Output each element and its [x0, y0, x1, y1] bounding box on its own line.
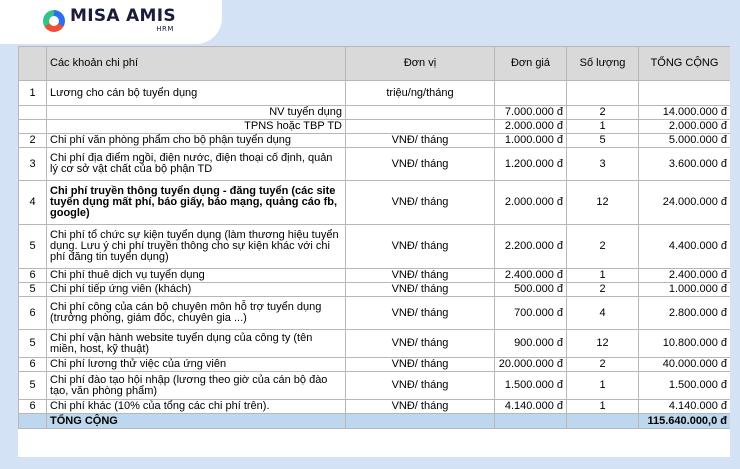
row-unit: VNĐ/ tháng — [346, 358, 495, 372]
table-row — [19, 330, 731, 358]
row-unit: VNĐ/ tháng — [346, 297, 495, 330]
row-unit — [346, 120, 495, 134]
row-price: 900.000 đ — [495, 330, 567, 358]
table-row — [19, 269, 731, 283]
row-quantity: 4 — [567, 297, 639, 330]
row-quantity: 1 — [567, 372, 639, 400]
row-total: 10.800.000 đ — [639, 330, 731, 358]
table-row — [19, 106, 731, 120]
row-number: 5 — [19, 283, 47, 297]
row-price: 500.000 đ — [495, 283, 567, 297]
row-price: 20.000.000 đ — [495, 358, 567, 372]
row-quantity: 2 — [567, 283, 639, 297]
header-total: TỔNG CỘNG — [639, 47, 731, 81]
row-expense: Chi phí văn phòng phẩm cho bộ phận tuyển dụng — [47, 134, 346, 148]
row-unit — [346, 106, 495, 120]
row-expense: Lương cho cán bộ tuyển dụng — [47, 81, 346, 106]
row-total — [639, 81, 731, 106]
row-unit: VNĐ/ tháng — [346, 148, 495, 181]
row-unit: VNĐ/ tháng — [346, 283, 495, 297]
row-total: 5.000.000 đ — [639, 134, 731, 148]
row-unit: VNĐ/ tháng — [346, 181, 495, 225]
row-price: 2.000.000 đ — [495, 120, 567, 134]
table-row — [19, 134, 731, 148]
row-expense: Chi phí công của cán bộ chuyên môn hỗ trợ tuyển dụng (trưởng phòng, giám đốc, chuyên gia ...) — [47, 297, 346, 330]
brand-sub: HRM — [156, 25, 174, 33]
row-total: 2.000.000 đ — [639, 120, 731, 134]
table-body — [19, 81, 731, 429]
row-total: 3.600.000 đ — [639, 148, 731, 181]
row-expense: Chi phí tổ chức sự kiện tuyển dụng (làm thương hiệu tuyển dụng. Lưu ý chi phí truyền thông cho sự kiện khác với chi phí đăng tin tuyển dụng) — [47, 225, 346, 269]
brand-name: MISA AMIS — [70, 6, 176, 26]
row-total: 24.000.000 đ — [639, 181, 731, 225]
row-price: 1.000.000 đ — [495, 134, 567, 148]
row-quantity: 12 — [567, 181, 639, 225]
brand-logo — [43, 8, 176, 33]
row-number: 5 — [19, 225, 47, 269]
row-total: 14.000.000 đ — [639, 106, 731, 120]
row-number: 6 — [19, 297, 47, 330]
row-unit: VNĐ/ tháng — [346, 134, 495, 148]
row-price: 700.000 đ — [495, 297, 567, 330]
row-expense: Chi phí vận hành website tuyển dụng của công ty (tên miền, host, kỹ thuật) — [47, 330, 346, 358]
row-expense: Chi phí lương thử việc của ứng viên — [47, 358, 346, 372]
logo-tab — [0, 0, 222, 44]
row-total: 1.500.000 đ — [639, 372, 731, 400]
row-quantity: 2 — [567, 106, 639, 120]
row-number: 5 — [19, 372, 47, 400]
table-row — [19, 297, 731, 330]
row-unit: VNĐ/ tháng — [346, 400, 495, 414]
row-number: 3 — [19, 148, 47, 181]
row-total: 40.000.000 đ — [639, 358, 731, 372]
row-quantity: 1 — [567, 400, 639, 414]
total-label: TỔNG CỘNG — [47, 414, 346, 429]
row-expense: Chi phí tiếp ứng viên (khách) — [47, 283, 346, 297]
table-row — [19, 81, 731, 106]
row-number: 4 — [19, 181, 47, 225]
row-unit: VNĐ/ tháng — [346, 372, 495, 400]
table-row — [19, 400, 731, 414]
row-number: 5 — [19, 330, 47, 358]
table-row — [19, 225, 731, 269]
row-quantity: 2 — [567, 358, 639, 372]
row-total: 1.000.000 đ — [639, 283, 731, 297]
row-number: 6 — [19, 269, 47, 283]
row-unit: VNĐ/ tháng — [346, 225, 495, 269]
row-price: 4.140.000 đ — [495, 400, 567, 414]
header-no — [19, 47, 47, 81]
row-quantity: 12 — [567, 330, 639, 358]
total-value: 115.640.000,0 đ — [639, 414, 731, 429]
table-row — [19, 148, 731, 181]
row-price: 1.500.000 đ — [495, 372, 567, 400]
row-total: 2.800.000 đ — [639, 297, 731, 330]
row-price: 2.200.000 đ — [495, 225, 567, 269]
row-total: 4.140.000 đ — [639, 400, 731, 414]
cost-table — [18, 46, 730, 429]
row-quantity: 1 — [567, 269, 639, 283]
header-price: Đơn giá — [495, 47, 567, 81]
row-unit: triệu/ng/tháng — [346, 81, 495, 106]
row-unit: VNĐ/ tháng — [346, 330, 495, 358]
row-expense: Chi phí thuê dịch vụ tuyển dụng — [47, 269, 346, 283]
header-unit: Đơn vị — [346, 47, 495, 81]
row-quantity: 1 — [567, 120, 639, 134]
row-number: 2 — [19, 134, 47, 148]
row-quantity: 5 — [567, 134, 639, 148]
row-total: 2.400.000 đ — [639, 269, 731, 283]
spreadsheet — [18, 46, 730, 457]
row-expense: Chi phí truyền thông tuyển dụng - đăng tuyển (các site tuyển dụng mất phí, báo giấy, báo mạng, quảng cáo fb, google) — [47, 181, 346, 225]
row-quantity: 2 — [567, 225, 639, 269]
row-unit: VNĐ/ tháng — [346, 269, 495, 283]
row-expense: Chi phí địa điểm ngồi, điện nước, điện thoại cố định, quản lý cơ sở vật chất của bộ phận TD — [47, 148, 346, 181]
misa-logo-icon — [43, 10, 65, 32]
row-price — [495, 81, 567, 106]
row-number — [19, 120, 47, 134]
header-quantity: Số lượng — [567, 47, 639, 81]
row-price: 1.200.000 đ — [495, 148, 567, 181]
table-row — [19, 283, 731, 297]
row-price: 2.000.000 đ — [495, 181, 567, 225]
row-number: 6 — [19, 358, 47, 372]
table-row — [19, 372, 731, 400]
row-number: 1 — [19, 81, 47, 106]
row-price: 2.400.000 đ — [495, 269, 567, 283]
row-expense: Chi phí khác (10% của tổng các chi phí trên). — [47, 400, 346, 414]
row-total: 4.400.000 đ — [639, 225, 731, 269]
row-number — [19, 106, 47, 120]
row-number: 6 — [19, 400, 47, 414]
table-row — [19, 358, 731, 372]
table-row — [19, 120, 731, 134]
row-quantity: 3 — [567, 148, 639, 181]
total-row — [19, 414, 731, 429]
row-expense: NV tuyển dụng — [47, 106, 346, 120]
row-price: 7.000.000 đ — [495, 106, 567, 120]
row-quantity — [567, 81, 639, 106]
row-expense: Chi phí đào tạo hội nhập (lương theo giờ của cán bộ đào tạo, văn phòng phẩm) — [47, 372, 346, 400]
table-row — [19, 181, 731, 225]
header-expense: Các khoản chi phí — [47, 47, 346, 81]
row-expense: TPNS hoặc TBP TD — [47, 120, 346, 134]
table-header-row — [19, 47, 731, 81]
